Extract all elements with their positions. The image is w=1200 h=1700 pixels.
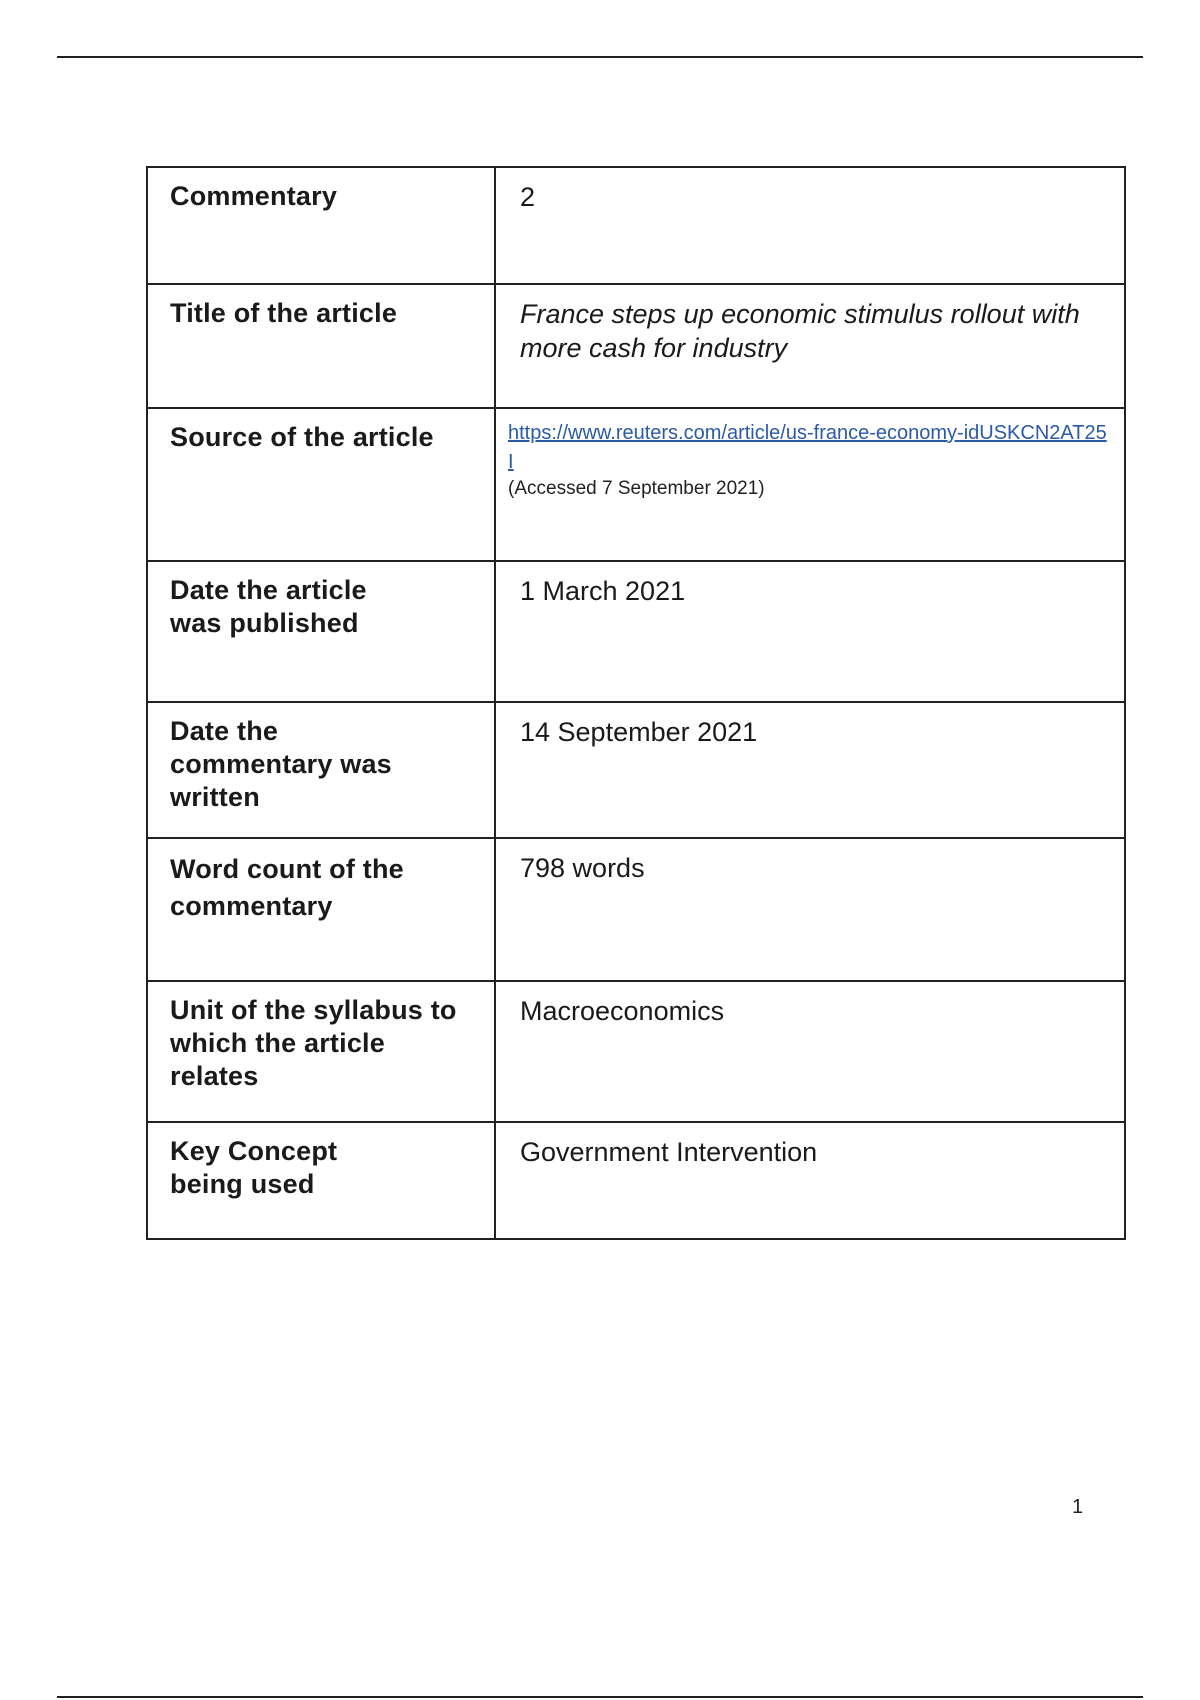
table-row-syllabus-unit [147, 981, 1125, 1122]
row-label-key-concept: Key Concept being used [170, 1136, 338, 1199]
header-rule [57, 56, 1143, 58]
row-label-source: Source of the article [170, 422, 434, 452]
article-title: France steps up economic stimulus rollout with more cash for industry [520, 299, 1080, 363]
row-label-title: Title of the article [170, 298, 398, 328]
written-date: 14 September 2021 [520, 717, 758, 747]
key-concept: Government Intervention [520, 1137, 818, 1167]
article-source-link[interactable]: https://www.reuters.com/article/us-france-economy-idUSKCN2AT25I [508, 422, 1107, 473]
footer-rule [57, 1696, 1143, 1698]
row-label-written: Date the commentary was written [170, 716, 392, 812]
row-label-word-count: Word count of the commentary [170, 854, 404, 921]
table-row-written [147, 702, 1125, 838]
page-number: 1 [1072, 1496, 1084, 1518]
table-row-word-count [147, 838, 1125, 981]
table-row-commentary [147, 167, 1125, 284]
row-label-commentary: Commentary [170, 181, 338, 211]
row-label-syllabus-unit: Unit of the syllabus to which the article relates [170, 995, 457, 1091]
source-cell [496, 409, 1124, 501]
table-row-key-concept [147, 1122, 1125, 1239]
syllabus-unit: Macroeconomics [520, 996, 725, 1026]
commentary-cover-table [146, 166, 1126, 1240]
commentary-number: 2 [520, 182, 536, 212]
word-count: 798 words [520, 853, 645, 883]
published-date: 1 March 2021 [520, 576, 686, 606]
table-row-source [147, 408, 1125, 561]
table-row-title [147, 284, 1125, 408]
accessed-date-note: (Accessed 7 September 2021) [508, 478, 765, 499]
table-row-published [147, 561, 1125, 702]
row-label-published: Date the article was published [170, 575, 367, 638]
